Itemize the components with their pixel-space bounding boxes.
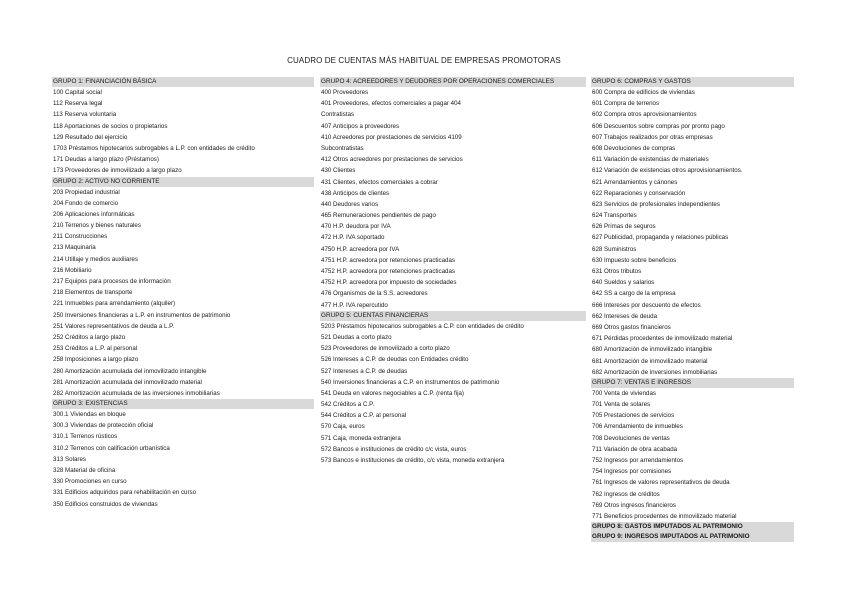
account-item: 540 Inversiones financieras a C.P. en instrumentos de patrimonio bbox=[321, 378, 500, 386]
account-group bbox=[591, 532, 794, 542]
account-item: 542 Créditos a C.P. bbox=[321, 401, 375, 409]
account-item: 628 Suministros bbox=[592, 245, 637, 253]
account-item: 700 Venta de viviendas bbox=[592, 389, 656, 397]
account-item: 608 Devoluciones de compras bbox=[592, 144, 676, 152]
account-item: 680 Amortización de inmovilizado intangible bbox=[592, 346, 713, 354]
account-item: 624 Transportes bbox=[592, 212, 637, 220]
account-item: 761 Ingresos de valores representativos de deuda bbox=[592, 479, 730, 487]
account-item: 4752 H.P. acreedora por impuesto de sociedades bbox=[321, 279, 457, 287]
account-item: 221 Inmuebles para arrendamiento (alquiler) bbox=[53, 300, 176, 308]
account-group bbox=[591, 77, 794, 378]
account-item: 431 Clientes, efectos comerciales a cobrar bbox=[321, 178, 438, 186]
account-group bbox=[591, 522, 794, 532]
account-item: 630 Impuesto sobre beneficios bbox=[592, 256, 677, 264]
account-item: 213 Maquinaria bbox=[53, 244, 96, 252]
page-title: CUADRO DE CUENTAS MÁS HABITUAL DE EMPRESAS PROMOTORAS bbox=[287, 56, 561, 65]
account-group bbox=[52, 177, 314, 400]
account-item: 218 Elementos de transporte bbox=[53, 289, 133, 297]
account-item: 118 Aportaciones de socios o propietarios bbox=[53, 122, 168, 130]
account-item: 600 Compra de edificios de viviendas bbox=[592, 89, 695, 96]
account-item: 281 Amortización acumulada del inmovilizado material bbox=[53, 378, 202, 386]
account-item: 310.1 Terrenos rústicos bbox=[53, 433, 118, 441]
account-item: 401 Proveedores, efectos comerciales a pagar 404 bbox=[321, 100, 461, 108]
account-item: 769 Otros ingresos financieros bbox=[592, 501, 676, 509]
account-item: 526 Intereses a C.P. de deudas con Entidades crédito bbox=[321, 356, 469, 364]
account-item: 669 Otros gastos financieros bbox=[592, 323, 671, 331]
account-item: 330 Promociones en curso bbox=[53, 478, 127, 486]
account-item: 331 Edificios adquiridos para rehabilitación en curso bbox=[53, 489, 197, 497]
account-item: 4752 H.P. acreedora por retenciones practicadas bbox=[321, 268, 456, 275]
account-item: 621 Arrendamientos y cánones bbox=[592, 178, 678, 186]
account-item: 171 Deudas a largo plazo (Préstamos) bbox=[53, 156, 159, 164]
account-group bbox=[52, 399, 314, 510]
account-item: 521 Deudas a corto plazo bbox=[321, 333, 392, 341]
account-item: 601 Compra de terrenos bbox=[592, 100, 660, 108]
account-item: Subcontratistas bbox=[321, 144, 364, 152]
account-item: 282 Amortización acumulada de las inversiones inmobiliarias bbox=[53, 389, 220, 397]
account-item: 527 Intereses a C.P. de deudas bbox=[321, 367, 408, 375]
account-item: 572 Bancos e instituciones de crédito c/c vista, euros bbox=[321, 445, 467, 453]
account-item: 412 Otros acreedores por prestaciones de servicios bbox=[321, 156, 463, 164]
account-item: 214 Utillaje y medios auxiliares bbox=[53, 255, 138, 263]
account-group bbox=[591, 378, 794, 522]
account-item: 210 Terrenos y bienes naturales bbox=[53, 222, 141, 230]
account-item: 251 Valores representativos de deuda a L.P. bbox=[53, 322, 175, 330]
account-item: 612 Variación de existencias otros aprovisionamientos. bbox=[592, 167, 743, 175]
account-item: 752 Ingresos por arrendamientos bbox=[592, 457, 684, 464]
group-header: GRUPO 1: FINANCIACIÓN BÁSICA bbox=[52, 77, 314, 87]
account-item: 350 Edificios construidos de viviendas bbox=[53, 500, 158, 508]
account-item: 682 Amortización de inversiones inmobiliarias bbox=[592, 368, 718, 376]
account-item: 113 Reserva voluntaria bbox=[53, 111, 117, 119]
group-header: GRUPO 9: INGRESOS IMPUTADOS AL PATRIMONIO bbox=[591, 532, 794, 542]
group-header: GRUPO 4: ACREEDORES Y DEUDORES POR OPERACIONES COMERCIALES bbox=[320, 77, 586, 87]
account-item: 472 H.P. IVA soportado bbox=[321, 234, 385, 242]
account-item: 252 Créditos a largo plazo bbox=[53, 333, 126, 341]
account-item: 4751 H.P. acreedora por retenciones practicadas bbox=[321, 256, 456, 264]
account-item: 607 Trabajos realizados por otras empresas bbox=[592, 133, 713, 141]
account-item: 129 Resultado del ejercicio bbox=[53, 133, 128, 141]
account-item: 623 Servicios de profesionales independientes bbox=[592, 200, 720, 208]
account-item: 754 Ingresos por comisiones bbox=[592, 468, 672, 476]
account-item: 1703 Préstamos hipotecarios subrogables a L.P. con entidades de crédito bbox=[53, 144, 255, 152]
account-item: 762 Ingresos de créditos bbox=[592, 490, 660, 498]
group-header: GRUPO 7: VENTAS E INGRESOS bbox=[591, 378, 794, 388]
account-item: 440 Deudores varios bbox=[321, 200, 379, 208]
account-item: 631 Otros tributos bbox=[592, 268, 642, 275]
account-item: 173 Proveedores de inmovilizado a largo plazo bbox=[53, 167, 182, 175]
group-header: GRUPO 8: GASTOS IMPUTADOS AL PATRIMONIO bbox=[591, 522, 794, 532]
account-item: 465 Remuneraciones pendientes de pago bbox=[321, 212, 436, 220]
account-item: 216 Mobiliario bbox=[53, 266, 92, 274]
account-item: 211 Construcciones bbox=[53, 233, 108, 241]
account-item: 250 Inversiones financieras a L.P. en instrumentos de patrimonio bbox=[53, 311, 231, 319]
group-header: GRUPO 3: EXISTENCIAS bbox=[52, 399, 314, 409]
group-header: GRUPO 6: COMPRAS Y GASTOS bbox=[591, 77, 794, 87]
account-item: 701 Venta de solares bbox=[592, 401, 651, 409]
account-item: 438 Anticipos de clientes bbox=[321, 189, 390, 197]
account-item: 407 Anticipos a proveedores bbox=[321, 122, 400, 130]
account-item: 203 Propiedad industrial bbox=[53, 188, 120, 196]
account-item: 253 Créditos a L.P. al personal bbox=[53, 345, 138, 353]
account-item: 400 Proveedores bbox=[321, 89, 369, 96]
account-item: 100 Capital social bbox=[53, 89, 102, 96]
account-item: 112 Reserva legal bbox=[53, 100, 103, 108]
account-item: 470 H.P. deudora por IVA bbox=[321, 223, 391, 231]
account-item: 671 Pérdidas procedentes de inmovilizado material bbox=[592, 335, 733, 343]
account-item: 626 Primas de seguros bbox=[592, 223, 656, 231]
account-item: 571 Caja, moneda extranjera bbox=[321, 434, 401, 442]
group-header: GRUPO 5: CUENTAS FINANCIERAS bbox=[320, 311, 586, 321]
account-item: 706 Arrendamiento de inmuebles bbox=[592, 423, 683, 431]
account-item: 477 H.P. IVA repercutido bbox=[321, 301, 388, 309]
account-item: 310.2 Terrenos con calificación urbanística bbox=[53, 444, 170, 452]
account-item: 410 Acreedores por prestaciones de servicios 4109 bbox=[321, 133, 462, 141]
account-item: 280 Amortización acumulada del inmovilizado intangible bbox=[53, 367, 207, 375]
account-item: 573 Bancos e instituciones de crédito, c/c vista, moneda extranjera bbox=[321, 457, 505, 464]
account-item: 611 Variación de existencias de materiales bbox=[592, 156, 709, 164]
account-item: 313 Solares bbox=[53, 455, 87, 463]
account-item: 4750 H.P. acreedora por IVA bbox=[321, 245, 400, 253]
account-group bbox=[320, 77, 586, 311]
account-item: 570 Caja, euros bbox=[321, 423, 365, 431]
account-item: 258 Imposiciones a largo plazo bbox=[53, 356, 139, 364]
account-item: 5203 Préstamos hipotecarios subrogables a C.P. con entidades de crédito bbox=[321, 322, 524, 330]
account-item: 622 Reparaciones y conservación bbox=[592, 189, 686, 197]
account-group bbox=[320, 311, 586, 466]
account-item: 708 Devoluciones de ventas bbox=[592, 434, 670, 442]
account-item: 602 Compra otros aprovisionamientos bbox=[592, 111, 697, 119]
account-item: 476 Organismos de la S.S. acreedores bbox=[321, 290, 428, 298]
column-1 bbox=[52, 77, 314, 510]
account-item: 300.3 Viviendas de protección oficial bbox=[53, 422, 154, 430]
account-item: 662 Intereses de deuda bbox=[592, 312, 658, 320]
account-item: 606 Descuentos sobre compras por pronto pago bbox=[592, 122, 725, 130]
account-item: 771 Beneficios procedentes de inmovilizado material bbox=[592, 512, 737, 520]
account-item: 666 Intereses por descuento de efectos bbox=[592, 301, 701, 309]
account-item: 705 Prestaciones de servicios bbox=[592, 412, 675, 420]
account-item: 523 Proveedores de inmovilizado a corto plazo bbox=[321, 345, 450, 353]
account-item: 300.1 Viviendas en bloque bbox=[53, 411, 126, 419]
account-item: 328 Material de oficina bbox=[53, 467, 116, 474]
account-item: 640 Sueldos y salarios bbox=[592, 279, 655, 287]
group-header: GRUPO 2: ACTIVO NO CORRIENTE bbox=[52, 177, 314, 187]
account-item: 206 Aplicaciones informáticas bbox=[53, 210, 135, 218]
account-item: Contratistas bbox=[321, 111, 355, 119]
account-item: 217 Equipos para procesos de información bbox=[53, 278, 171, 285]
account-item: 627 Publicidad, propaganda y relaciones públicas bbox=[592, 234, 729, 242]
account-item: 430 Clientes bbox=[321, 167, 356, 175]
account-item: 544 Créditos a C.P. al personal bbox=[321, 412, 407, 420]
column-2 bbox=[320, 77, 586, 466]
column-3 bbox=[591, 77, 794, 542]
account-group bbox=[52, 77, 314, 177]
account-item: 541 Deuda en valores negociables a C.P. (renta fija) bbox=[321, 389, 464, 397]
account-item: 642 SS a cargo de la empresa bbox=[592, 290, 676, 298]
account-item: 204 Fondo de comercio bbox=[53, 199, 119, 207]
account-item: 681 Amortización de inmovilizado material bbox=[592, 357, 708, 365]
account-item: 711 Variación de obra acabada bbox=[592, 445, 678, 453]
